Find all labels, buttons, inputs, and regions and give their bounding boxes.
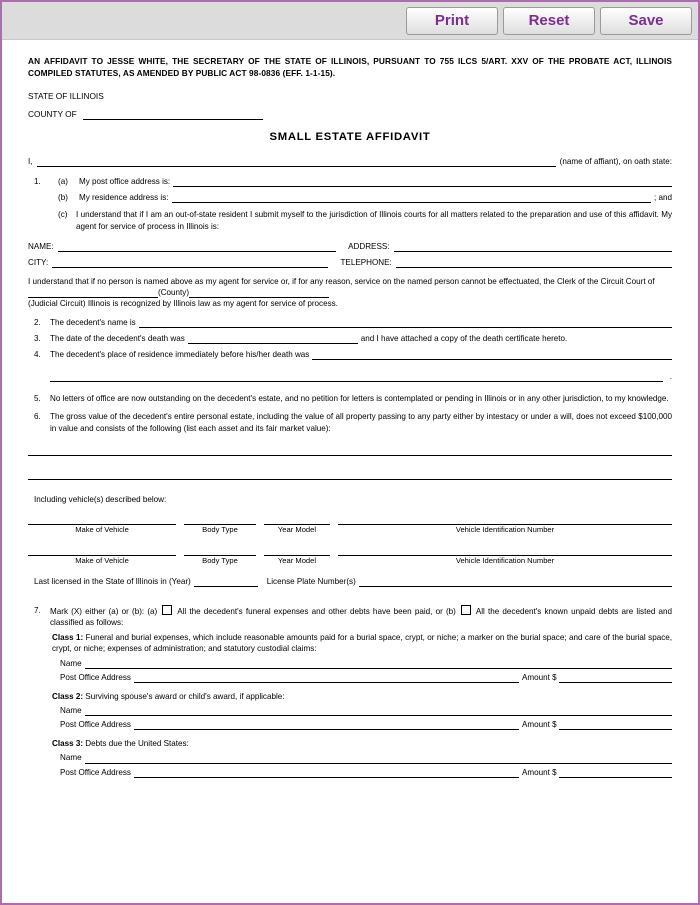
county-input[interactable] — [83, 110, 263, 120]
class-1-amount-label: Amount $ — [522, 672, 557, 682]
item-7-prefix: Mark (X) either (a) or (b): (a) — [50, 606, 158, 616]
item-2-number: 2. — [34, 317, 41, 327]
item-7-mid: All the decedent's funeral expenses and other debts have been paid, or (b) — [177, 606, 456, 616]
class-3-name-label: Name — [60, 753, 82, 763]
class-3-address-row — [52, 767, 672, 778]
name-label: NAME: — [28, 241, 54, 251]
state-line: STATE OF ILLINOIS — [28, 90, 104, 101]
item-7-suffix: All the decedent's known unpaid debts are listed and classified as follows: — [50, 606, 673, 628]
vehicle-col-year: Year Model — [277, 524, 317, 534]
address-label: ADDRESS: — [348, 241, 390, 251]
class-1-desc: Funeral and burial expenses, which include reasonable amounts paid for a burial space, crypt, or niche; a marker on the burial space; and care of the burial space, crypt, or niche; expenses of administration; and statutory custodial claims: — [52, 633, 673, 654]
class-2-head: Class 2: — [52, 691, 84, 701]
oath-suffix: (name of affiant), on oath state: — [559, 157, 672, 167]
class-3-block — [52, 738, 672, 777]
class-1-name-input[interactable] — [85, 660, 672, 669]
item-1c — [50, 209, 672, 231]
item-7 — [28, 605, 672, 628]
county-label: COUNTY OF — [28, 109, 77, 119]
item-7-number: 7. — [34, 605, 41, 615]
item-6 — [28, 411, 672, 433]
class-1-address-row — [52, 672, 672, 683]
vehicle-col-make-2: Make of Vehicle — [75, 556, 129, 566]
item-3-label: The date of the decedent's death was — [50, 333, 185, 343]
class-3-desc: Debts due the United States: — [85, 739, 189, 749]
vehicle-row-1 — [28, 513, 672, 525]
vehicle-col-body-2: Body Type — [202, 556, 238, 566]
checkbox-a[interactable] — [162, 605, 172, 615]
service-paragraph-text: I understand that if no person is named above as my agent for service or, if for any reason, service on the named person cannot be effectuated, the Clerk of the Circuit Court of — [28, 277, 655, 287]
service-paragraph — [28, 276, 672, 309]
telephone-label: TELEPHONE: — [340, 257, 392, 267]
checkbox-b[interactable] — [461, 605, 471, 615]
item-1b — [50, 192, 672, 203]
item-1-number: 1. — [34, 177, 41, 187]
class-1-block — [52, 632, 672, 683]
vehicle-column-labels-2 — [28, 556, 672, 566]
item-2 — [28, 317, 672, 328]
item-1b-suffix: ; and — [653, 193, 672, 203]
item-3-number: 3. — [34, 333, 41, 343]
item-1c-text: I understand that if I am an out-of-state resident I submit myself to the jurisdiction of Illinois courts for all matters related to the preparation and use of this affidavit. My agent for service of process in Illinois is: — [76, 210, 672, 231]
period-mark: . — [669, 372, 672, 382]
item-1b-label: My residence address is: — [79, 193, 169, 203]
class-3-name-row — [52, 752, 672, 763]
item-5-number: 5. — [34, 394, 41, 404]
item-1a-label: My post office address is: — [79, 177, 171, 187]
class-1-name-label: Name — [60, 658, 82, 668]
vehicle-1-year-input[interactable] — [264, 513, 330, 525]
circuit-court-county-input[interactable] — [28, 288, 158, 298]
document-body — [2, 40, 698, 778]
judicial-circuit-input[interactable] — [189, 288, 329, 298]
class-2-amount-input[interactable] — [559, 721, 672, 730]
affiant-name-input[interactable] — [37, 157, 556, 167]
item-4-number: 4. — [34, 349, 41, 359]
last-licensed-row — [28, 576, 672, 587]
item-5-text: No letters of office are now outstanding on the decedent's estate, and no petition for letters is contemplated or pending in Illinois or in any other jurisdiction, to my knowledge. — [50, 394, 669, 404]
vehicle-2-make-input[interactable] — [28, 544, 176, 556]
class-2-address-label: Post Office Address — [60, 720, 131, 730]
class-2-address-input[interactable] — [134, 721, 519, 730]
decedent-name-input[interactable] — [139, 319, 672, 328]
agent-address-input[interactable] — [394, 243, 672, 252]
last-licensed-label: Last licensed in the State of Illinois in (Year) — [34, 576, 191, 586]
agent-name-input[interactable] — [58, 243, 336, 252]
agent-city-input[interactable] — [52, 259, 328, 268]
class-2-name-label: Name — [60, 706, 82, 716]
oath-row — [28, 156, 672, 167]
item-5 — [28, 393, 672, 404]
county-line — [28, 109, 672, 120]
class-1-name-row — [52, 658, 672, 669]
item-2-label: The decedent's name is — [50, 317, 136, 327]
name-address-row — [28, 241, 672, 252]
vehicle-table — [28, 513, 672, 567]
license-plate-label: License Plate Number(s) — [266, 576, 356, 586]
class-1-address-label: Post Office Address — [60, 672, 131, 682]
class-2-block — [52, 691, 672, 730]
item-1 — [28, 176, 672, 232]
item-1a — [50, 176, 672, 187]
toolbar — [2, 2, 698, 40]
class-3-desc-wrap — [52, 738, 672, 749]
class-2-desc: Surviving spouse's award or child's award, if applicable: — [85, 691, 285, 701]
class-1-amount-input[interactable] — [559, 674, 672, 683]
vehicle-row-2 — [28, 544, 672, 556]
class-2-name-row — [52, 705, 672, 716]
vehicle-1-make-input[interactable] — [28, 513, 176, 525]
class-1-desc-wrap — [52, 632, 672, 654]
print-button[interactable]: Print — [406, 7, 498, 35]
date-of-death-input[interactable] — [188, 335, 358, 344]
class-1-head: Class 1: — [52, 633, 84, 643]
vehicle-2-vin-input[interactable] — [338, 544, 672, 556]
class-2-address-row — [52, 719, 672, 730]
vehicle-col-year-2: Year Model — [277, 556, 317, 566]
class-3-amount-label: Amount $ — [522, 767, 557, 777]
residence-place-input[interactable] — [312, 351, 672, 360]
vehicle-col-body: Body Type — [202, 524, 238, 534]
city-label: CITY: — [28, 257, 49, 267]
estate-assets-input-1[interactable] — [28, 446, 672, 456]
service-paragraph-text2: (Judicial Circuit) Illinois is recognized by Illinois law as my agent for service of process. — [28, 299, 338, 309]
vehicle-col-make: Make of Vehicle — [75, 524, 129, 534]
save-button[interactable]: Save — [600, 7, 692, 35]
class-3-head: Class 3: — [52, 739, 84, 749]
residence-place-input-2[interactable] — [50, 373, 663, 382]
page-title: SMALL ESTATE AFFIDAVIT — [269, 131, 431, 144]
city-telephone-row — [28, 257, 672, 268]
vehicle-col-vin-2: Vehicle Identification Number — [455, 556, 555, 566]
class-3-amount-input[interactable] — [559, 769, 672, 778]
vehicle-2-year-input[interactable] — [264, 544, 330, 556]
license-plate-input[interactable] — [359, 578, 672, 587]
vehicle-column-labels-1 — [28, 525, 672, 535]
class-3-address-input[interactable] — [134, 769, 519, 778]
reset-button[interactable]: Reset — [503, 7, 595, 35]
document-heading: AN AFFIDAVIT TO JESSE WHITE, THE SECRETARY OF THE STATE OF ILLINOIS, PURSUANT TO 755 ILCS 5/ART. XXV OF THE PROBATE ACT, ILLINOIS COMPILED STATUTES, AS AMENDED BY PUBLIC ACT 98-0836 (EFF. 1-1-15). — [28, 56, 672, 78]
agent-telephone-input[interactable] — [396, 259, 672, 268]
item-4-label: The decedent's place of residence immediately before his/her death was — [50, 349, 310, 359]
item-3-label-2: and I have attached a copy of the death certificate hereto. — [360, 333, 568, 343]
vehicle-2-body-input[interactable] — [184, 544, 256, 556]
item-6-text: The gross value of the decedent's entire personal estate, including the value of all property passing to any party either by intestacy or under a will, does not exceed $100,000 in value and consists of the following (list each asset and its fair market value): — [50, 412, 672, 433]
oath-prefix: I, — [28, 157, 33, 167]
vehicle-1-body-input[interactable] — [184, 513, 256, 525]
county-paren: (County) — [158, 288, 190, 298]
estate-assets-input-2[interactable] — [28, 470, 672, 480]
last-licensed-year-input[interactable] — [194, 578, 258, 587]
class-2-name-input[interactable] — [85, 707, 672, 716]
class-2-desc-wrap — [52, 691, 672, 702]
item-6-number: 6. — [34, 412, 41, 422]
class-1-address-input[interactable] — [134, 674, 519, 683]
item-1a-letter: (a) — [58, 177, 68, 187]
item-1b-letter: (b) — [58, 193, 68, 203]
vehicles-intro: Including vehicle(s) described below: — [34, 494, 167, 504]
item-4 — [28, 349, 672, 382]
class-2-amount-label: Amount $ — [522, 720, 557, 730]
item-1c-letter: (c) — [58, 210, 68, 220]
item-3 — [28, 333, 672, 344]
vehicle-col-vin: Vehicle Identification Number — [455, 524, 555, 534]
residence-address-input[interactable] — [172, 194, 651, 203]
vehicle-1-vin-input[interactable] — [338, 513, 672, 525]
class-3-address-label: Post Office Address — [60, 767, 131, 777]
class-3-name-input[interactable] — [85, 755, 672, 764]
post-office-address-input[interactable] — [173, 178, 672, 187]
